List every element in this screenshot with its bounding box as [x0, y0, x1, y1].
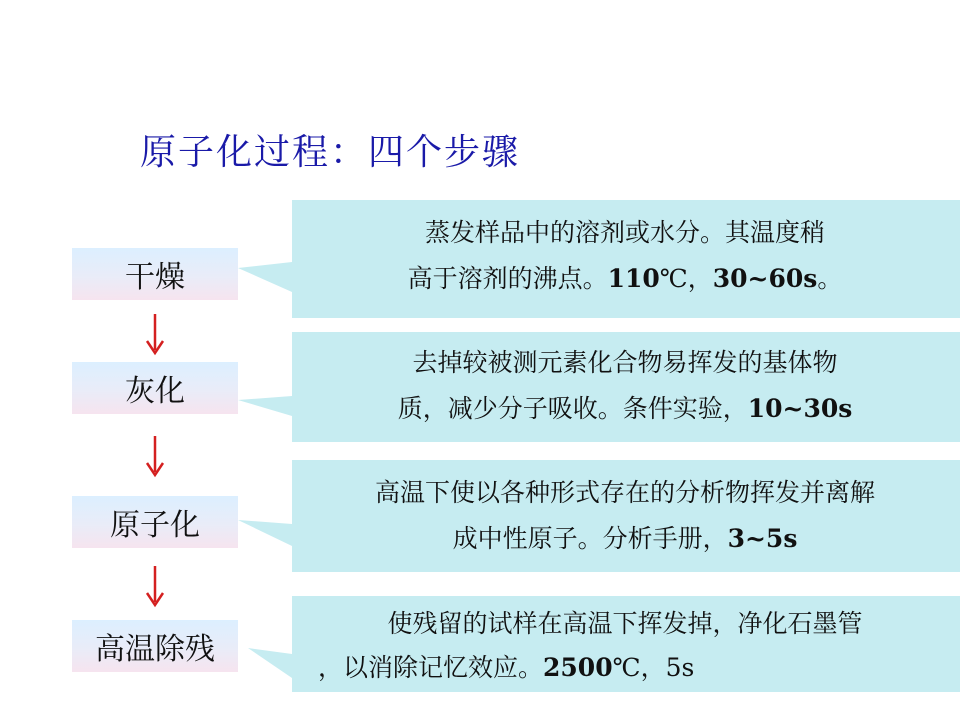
callout-text: 。: [817, 264, 843, 293]
callout-value: 2500: [543, 653, 613, 682]
callout-text: ℃，5s: [612, 653, 695, 682]
down-arrow-icon: [144, 436, 166, 478]
callout-text: ，以消除记忆效应。: [318, 653, 544, 682]
callout-value: 3~5s: [727, 524, 798, 553]
callout-cleanup-line2: [308, 646, 942, 690]
callout-atomization-line2: [308, 516, 942, 562]
callout-text: 高于溶剂的沸点。: [407, 264, 608, 293]
step-atomization: 原子化: [72, 496, 238, 548]
callout-text: 质，减少分子吸收。条件实验，: [397, 394, 748, 423]
callout-ashing-line1: 去掉较被测元素化合物易挥发的基体物: [412, 348, 838, 377]
down-arrow-icon: [144, 314, 166, 356]
page-title: 原子化过程：四个步骤: [140, 132, 521, 173]
callout-atomization-line1: 高温下使以各种形式存在的分析物挥发并离解: [374, 478, 875, 507]
callout-ashing: [292, 334, 960, 432]
callout-atomization: [292, 464, 960, 562]
step-drying: 干燥: [72, 248, 238, 300]
callout-ashing-line2: [308, 386, 942, 432]
callout-value: 30~60s: [712, 264, 818, 293]
callout-drying-line2: [308, 256, 942, 302]
callout-drying: [292, 204, 960, 302]
down-arrow-icon: [144, 566, 166, 608]
callout-text: ℃，: [659, 264, 713, 293]
callout-value: 10~30s: [747, 394, 853, 423]
step-cleanup: 高温除残: [72, 620, 238, 672]
step-ashing: 灰化: [72, 362, 238, 414]
callout-value: 110: [607, 264, 660, 293]
callout-cleanup: [292, 596, 960, 690]
callout-drying-line1: 蒸发样品中的溶剂或水分。其温度稍: [424, 218, 825, 247]
callout-text: 成中性原子。分析手册，: [452, 524, 728, 553]
callout-cleanup-line1: 使残留的试样在高温下挥发掉，净化石墨管: [387, 609, 863, 638]
